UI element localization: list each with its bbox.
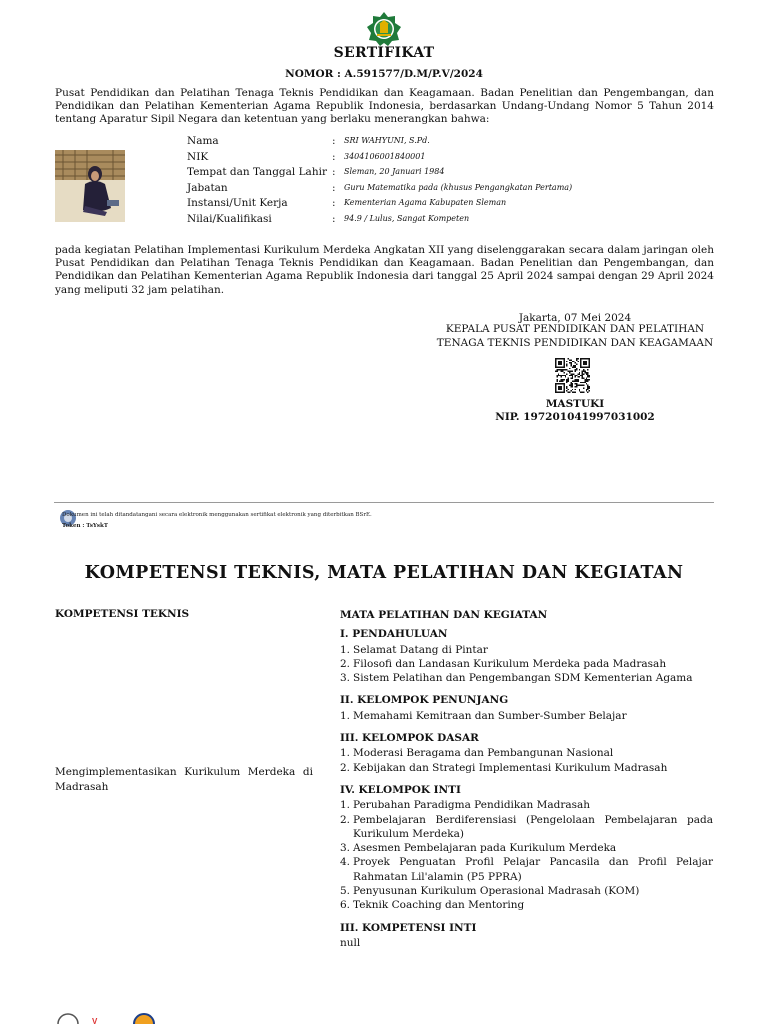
list-item-number: 6. — [340, 899, 351, 912]
identity-value-name: SRI WAHYUNI, S.Pd. — [344, 136, 430, 145]
list-item-number: 1. — [340, 747, 351, 760]
participant-photo — [55, 150, 125, 222]
list-item-text: Penyusunan Kurikulum Operasional Madrasah (KOM) — [353, 885, 640, 898]
identity-value-position: Guru Matematika pada (khusus Pengangkatan Pertama) — [344, 182, 573, 192]
identity-label: Nama — [187, 135, 219, 147]
list-item — [340, 798, 713, 812]
list-item — [340, 813, 713, 842]
identity-colon: : — [332, 197, 336, 210]
list-item-number: 3. — [340, 842, 351, 855]
group-list — [340, 936, 713, 950]
sekolah-logo-icon — [134, 1014, 154, 1024]
intro-paragraph: Pusat Pendidikan dan Pelatihan Tenaga Teknis Pendidikan dan Keagamaan. Badan Penelitian dan Pengembangan, dan Pendidikan dan Pelatihan Kementerian Agama Republik Indonesia, berdasarkan Undang-Undang Nomor 5 Tahun 2014 tentang Aparatur Sipil Negara dan ketentuan yang berlaku menerangkan bahwa: — [55, 87, 714, 126]
esign-token: Token : TsYskT — [62, 523, 108, 529]
list-item — [340, 657, 713, 671]
list-item-number: 1. — [340, 643, 351, 656]
footer-divider — [54, 502, 714, 503]
list-item-text: null — [340, 936, 361, 949]
signatory-name: MASTUKI — [545, 398, 605, 410]
signature-role-line2: TENAGA TEKNIS PENDIDIKAN DAN KEAGAMAAN — [436, 337, 714, 349]
list-item-text: Selamat Datang di Pintar — [353, 643, 488, 656]
list-item-number: 1. — [340, 709, 351, 722]
group-title: III. KOMPETENSI INTI — [340, 921, 477, 934]
list-item-text: Teknik Coaching dan Mentoring — [353, 899, 525, 912]
group-title: III. KELOMPOK DASAR — [340, 732, 479, 745]
mata-pelatihan-heading: MATA PELATIHAN DAN KEGIATAN — [340, 609, 548, 621]
list-item-text: Filosofi dan Landasan Kurikulum Merdeka pada Madrasah — [353, 657, 667, 670]
group-title: II. KELOMPOK PENUNJANG — [340, 694, 509, 707]
list-item-text: Perubahan Paradigma Pendidikan Madrasah — [353, 799, 591, 812]
identity-label: NIK — [187, 150, 209, 163]
esign-footnote: Dokumen ini telah ditandatangani secara elektronik menggunakan sertifikat elektronik yang diterbitkan BSrE. — [62, 512, 372, 518]
identity-value-birth: Sleman, 20 Januari 1984 — [344, 167, 445, 177]
list-item — [340, 709, 713, 723]
group-title: IV. KELOMPOK INTI — [340, 783, 461, 796]
identity-label: Nilai/Kualifikasi — [187, 212, 272, 225]
group-list — [340, 643, 713, 686]
list-item-number: 4. — [340, 856, 351, 869]
list-item-number: 2. — [340, 657, 351, 670]
identity-value-score: 94.9 / Lulus, Sangat Kompeten — [344, 213, 470, 223]
kemenag-footer-icon — [90, 1016, 124, 1024]
signatory-nip: NIP. 197201041997031002 — [495, 411, 655, 423]
svg-text:V: V — [92, 1017, 98, 1024]
group-list — [340, 709, 713, 723]
list-item-number: 1. — [340, 799, 351, 812]
list-item-number: 2. — [340, 761, 351, 774]
qr-code-icon — [555, 358, 590, 393]
list-item-text: Memahami Kemitraan dan Sumber-Sumber Belajar — [353, 709, 627, 722]
list-item-text: Asesmen Pembelajaran pada Kurikulum Merdeka — [353, 842, 617, 855]
identity-label: Tempat dan Tanggal Lahir — [187, 166, 327, 179]
list-item — [340, 761, 713, 775]
list-item-text: Kebijakan dan Strategi Implementasi Kurikulum Madrasah — [353, 761, 668, 774]
certificate-number: NOMOR : A.591577/D.M/P.V/2024 — [285, 68, 483, 80]
list-item — [340, 841, 713, 855]
identity-colon: : — [332, 212, 336, 225]
description-paragraph: pada kegiatan Pelatihan Implementasi Kurikulum Merdeka Angkatan XII yang diselenggarakan secara dalam jaringan oleh Pusat Pendidikan dan Pelatihan Tenaga Teknis Pendidikan dan Keagamaan. Badan Penelitian dan Pengembangan, dan Pendidikan dan Pelatihan Kementerian Agama Republik Indonesia dari tanggal 25 April 2024 sampai dengan 29 April 2024 yang meliputi 32 jam pelatihan. — [55, 244, 714, 296]
list-item — [340, 746, 713, 760]
list-item-text: Pembelajaran Berdiferensiasi (Pengelolaan Pembelajaran pada Kurikulum Merdeka) — [353, 813, 713, 840]
kemenag-footer-icon — [58, 1014, 78, 1024]
identity-label: Instansi/Unit Kerja — [187, 197, 288, 210]
signature-place-date: Jakarta, 07 Mei 2024 — [518, 312, 632, 324]
list-item — [340, 643, 713, 657]
training-subjects-column — [340, 608, 713, 950]
list-item-number: 3. — [340, 672, 351, 685]
list-item — [340, 855, 713, 884]
footer-logos — [56, 1010, 166, 1024]
list-item-number: 5. — [340, 885, 351, 898]
group-list — [340, 746, 713, 775]
group-list — [340, 798, 713, 912]
identity-colon: : — [332, 135, 336, 147]
identity-colon: : — [332, 150, 336, 163]
list-item-text: Moderasi Beragama dan Pembangunan Nasional — [353, 747, 614, 760]
list-item — [340, 898, 713, 912]
identity-colon: : — [332, 166, 336, 179]
kompetensi-text: Mengimplementasikan Kurikulum Merdeka di Madrasah — [55, 766, 313, 793]
certificate-title: SERTIFIKAT — [333, 45, 435, 61]
kemenag-emblem-icon — [366, 11, 402, 47]
group-title: I. PENDAHULUAN — [340, 628, 448, 641]
identity-colon: : — [332, 181, 336, 194]
list-item-text: Sistem Pelatihan dan Pengembangan SDM Kementerian Agama — [353, 672, 693, 685]
list-item-text: Proyek Penguatan Profil Pelajar Pancasila dan Profil Pelajar Rahmatan Lil'alamin (P5 PPRA) — [353, 856, 713, 883]
identity-value-institution: Kementerian Agama Kabupaten Sleman — [344, 198, 507, 208]
competency-section-title: KOMPETENSI TEKNIS, MATA PELATIHAN DAN KEGIATAN — [84, 563, 684, 583]
identity-label: Jabatan — [187, 181, 228, 194]
list-item — [340, 671, 713, 685]
list-item-number: 2. — [340, 813, 351, 826]
signature-role-line1: KEPALA PUSAT PENDIDIKAN DAN PELATIHAN — [445, 323, 705, 335]
kompetensi-heading: KOMPETENSI TEKNIS — [55, 608, 190, 620]
list-item — [340, 884, 713, 898]
identity-value-nik: 3404106001840001 — [344, 151, 426, 161]
